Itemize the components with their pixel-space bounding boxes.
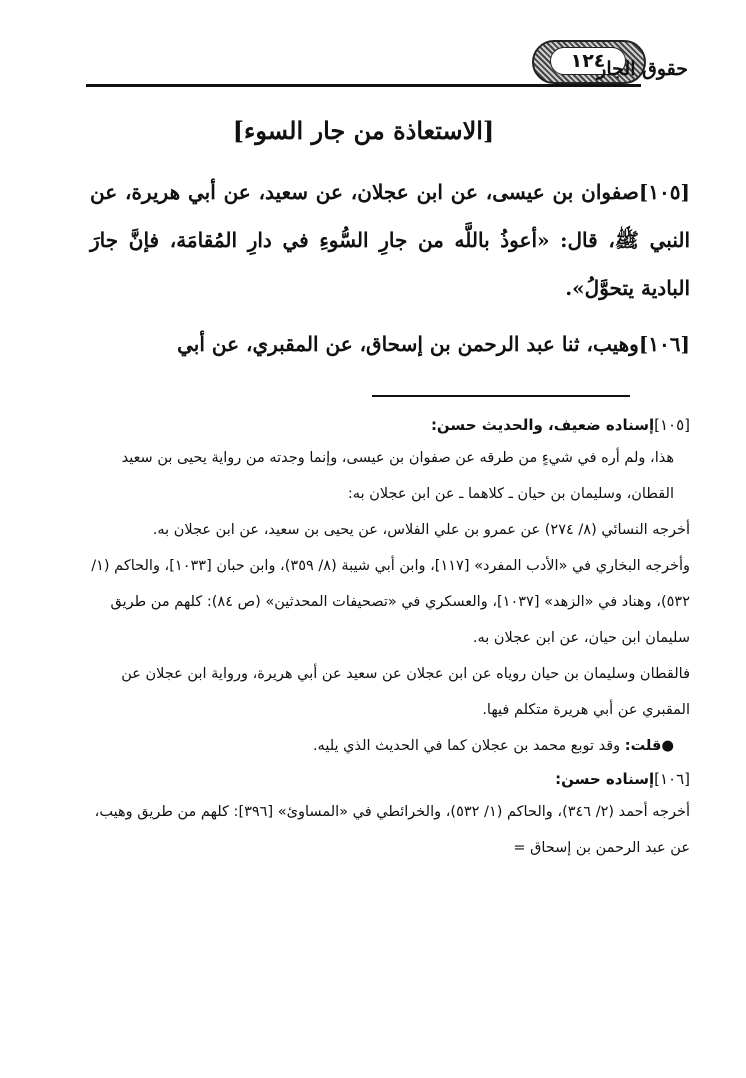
footnotes	[88, 410, 690, 866]
footnote-105-paragraph: وأخرجه البخاري في «الأدب المفرد» [١١٧]، وابن أبي شيبة (٨/ ٣٥٩)، وابن حبان [١٠٣٣]، والحاكم (١/ ٥٣٢)، وهناد في «الزهد» [١٠٣٧]، والعسكري في «تصحيفات المحدثين» (ص ٨٤): كلهم من طريق سليمان ابن حيان، عن ابن عجلان به.	[91, 558, 690, 646]
footnote-105-note	[88, 728, 690, 764]
section-title: [الاستعاذة من جار السوء]	[232, 116, 495, 145]
header-rule	[86, 84, 641, 87]
bullet-icon: ●	[661, 738, 674, 754]
note-label: قلت:	[624, 738, 662, 754]
hadith-105-text: صفوان بن عيسى، عن ابن عجلان، عن سعيد، عن أبي هريرة، عن النبي ﷺ، قال: «أعوذُ باللَّه من جارِ السُّوءِ في دارِ المُقامَة، فإنَّ جارَ البادية يتحوَّلُ».	[90, 180, 690, 300]
page-number: ١٢٤	[550, 47, 626, 75]
hadith-106-ref: [١٠٦]	[638, 332, 690, 356]
footnote-106-title: إسناده حسن:	[555, 770, 655, 788]
hadith-105	[90, 168, 690, 312]
footnote-105-paragraph: هذا، ولم أره في شيءٍ من طرقه عن صفوان بن عيسى، وإنما وجدته من رواية يحيى بن سعيد القطان، وسليمان بن حيان ـ كلاهما ـ عن ابن عجلان به:	[121, 450, 674, 502]
footnote-106-number: [١٠٦]	[654, 770, 690, 788]
footnote-105-heading	[88, 410, 690, 440]
note-text: وقد توبع محمد بن عجلان كما في الحديث الذي يليه.	[312, 738, 621, 754]
footnote-105-number: [١٠٥]	[654, 416, 690, 434]
main-text	[90, 168, 690, 368]
running-title: حقوق الجار	[597, 58, 688, 80]
footnote-106-paragraph: أخرجه أحمد (٢/ ٣٤٦)، والحاكم (١/ ٥٣٢)، والخرائطي في «المساوئ» [٣٩٦]: كلهم من طريق وهيب، عن عبد الرحمن بن إسحاق =	[94, 804, 690, 856]
footnote-105-paragraph: فالقطان وسليمان بن حيان روياه عن ابن عجلان عن سعيد عن أبي هريرة، ورواية ابن عجلان عن المقبري عن أبي هريرة متكلم فيها.	[121, 666, 690, 718]
footnote-106-heading	[88, 764, 690, 794]
hadith-105-ref: [١٠٥]	[638, 180, 690, 204]
footnote-rule	[372, 395, 630, 397]
footnote-105-title: إسناده ضعيف، والحديث حسن:	[430, 416, 655, 434]
hadith-106-text: وهيب، ثنا عبد الرحمن بن إسحاق، عن المقبري، عن أبي	[177, 332, 639, 356]
footnote-105-paragraph: أخرجه النسائي (٨/ ٢٧٤) عن عمرو بن علي الفلاس، عن يحيى بن سعيد، عن ابن عجلان به.	[152, 522, 690, 538]
hadith-106	[90, 320, 690, 368]
